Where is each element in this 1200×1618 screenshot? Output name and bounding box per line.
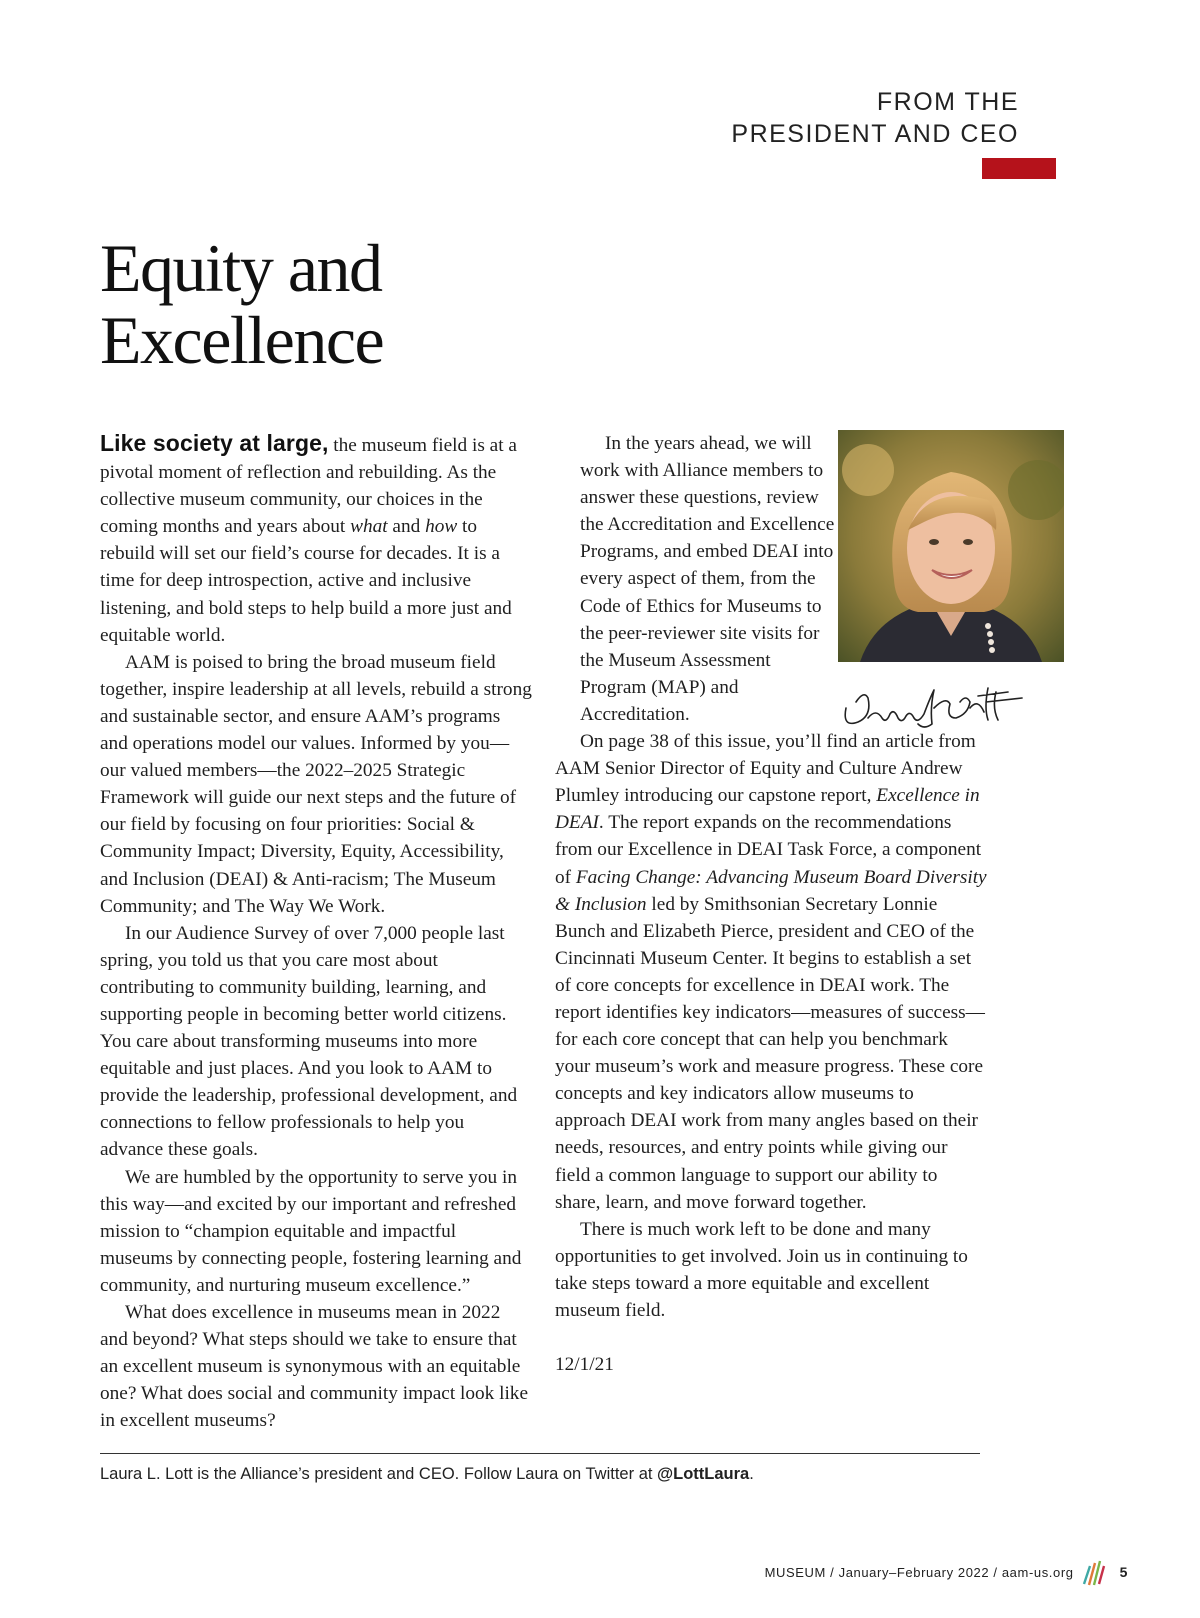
bio-text: Laura L. Lott is the Alliance’s president and CEO. Follow Laura on Twitter at: [100, 1465, 658, 1483]
paragraph-1: [100, 430, 532, 649]
headline-line2: Excellence: [100, 302, 384, 378]
report-title: Excellence in DEAI: [555, 785, 980, 834]
p1-text-and: and: [387, 516, 426, 538]
article-headline: [100, 232, 383, 376]
dateline: 12/1/21: [555, 1354, 614, 1376]
footnote-divider: [100, 1453, 980, 1454]
paragraph-5: What does excellence in museums mean in 2022 and beyond? What steps should we take to ensure that an excellent museum is synonymous with an equitable one? What does social and community impact look like in excellent museums?: [100, 1302, 529, 1432]
aam-stripes-icon: [1082, 1558, 1106, 1586]
p1-text-b: to rebuild will set our field’s course for decades. It is a time for deep introspection, active and inclusive listening, and bold steps to help build a more just and equitable world.: [100, 516, 512, 646]
p1-text-a: the museum field is at a pivotal moment of reflection and rebuilding. As the collective museum community, our choices in the coming months and years about: [100, 435, 517, 538]
page-number: 5: [1119, 1564, 1128, 1580]
p7-text-a: On page 38 of this issue, you’ll: [580, 731, 822, 753]
p1-emphasis-what: what: [350, 516, 388, 538]
footer-publication: MUSEUM / January–February 2022 / aam-us.org: [764, 1564, 1074, 1580]
section-label-line1: FROM THE: [876, 88, 1019, 116]
author-portrait: [838, 430, 1064, 662]
paragraph-4: We are humbled by the opportunity to serve you in this way—and excited by our important and refreshed mission to “champion equitable and impactful museums by connecting people, fostering learning and community, and nurturing museum excellence.”: [100, 1166, 522, 1296]
paragraph-2: AAM is poised to bring the broad museum field together, inspire leadership at all levels, rebuild a strong and sustainable sector, and ensure AAM’s programs and operations model our values. Informed by you—our valued members—the 2022–2025 Strategic Framework will guide our next steps and the future of our field by focusing on four priorities: Social & Community Impact; Diversity, Equity, Accessibility, and Inclusion (DEAI) & Anti-racism; The Museum Community; and The Way We Work.: [100, 651, 532, 917]
bio-end: .: [749, 1465, 754, 1483]
paragraph-3: In our Audience Survey of over 7,000 people last spring, you told us that you care most about contributing to community building, learning, and supporting people in becoming better world citizens. You care about transforming museums into more equitable and just places. And you look to AAM to provide the leadership, professional development, and connections to fellow professionals to help you advance these goals.: [100, 922, 518, 1161]
p1-emphasis-how: how: [425, 516, 458, 538]
twitter-handle-link[interactable]: @LottLaura: [657, 1465, 750, 1483]
accent-bar: [982, 158, 1056, 179]
paragraph-8: There is much work left to be done and many opportunities to get involved. Join us in continuing to take steps toward a more equitable and excellent museum field.: [555, 1218, 968, 1321]
section-label: [731, 86, 1019, 150]
lead-in: Like society at large,: [100, 430, 329, 456]
p7-text-d: led by Smithsonian Secretary Lonnie Bunch and Elizabeth Pierce, president and CEO of the Cincinnati Museum Center. It begins to establish a set of core concepts for excellence in DEAI work. The report identifies key indicators—measures of success—for each core concept that can help you benchmark your museum’s work and measure progress. These core concepts and key indicators allow museums to approach DEAI work from many angles based on their needs, resources, and entry points while giving our field a common language to support our ability to share, learn, and move forward together.: [555, 893, 985, 1213]
left-column: [100, 430, 532, 1434]
facing-change-title: Facing Change: Advancing Museum Board Diversity & Inclusion: [555, 866, 987, 915]
p7-text-b: find an article from AAM Senior Director of Equity and Culture Andrew Plumley introducing our capstone report,: [555, 731, 976, 807]
author-signature: [838, 678, 1028, 738]
author-bio: [100, 1465, 754, 1484]
paragraph-7: [555, 728, 987, 1216]
page-footer: [765, 1558, 1128, 1586]
headline-line1: Equity and: [100, 230, 382, 306]
p7-text-c: . The report expands on the recommendations from our Excellence in DEAI Task Force, a component of: [555, 812, 982, 888]
narrow-text-block: In the years ahead, we will work with Alliance members to answer these questions, review the Accreditation and Excellence Programs, and embed DEAI into every aspect of them, from the Code of Ethics for Museums to the peer-reviewer site visits for the Museum Assessment Program (MAP) and Accreditation.: [580, 433, 835, 725]
section-label-line2: PRESIDENT AND CEO: [731, 120, 1019, 148]
